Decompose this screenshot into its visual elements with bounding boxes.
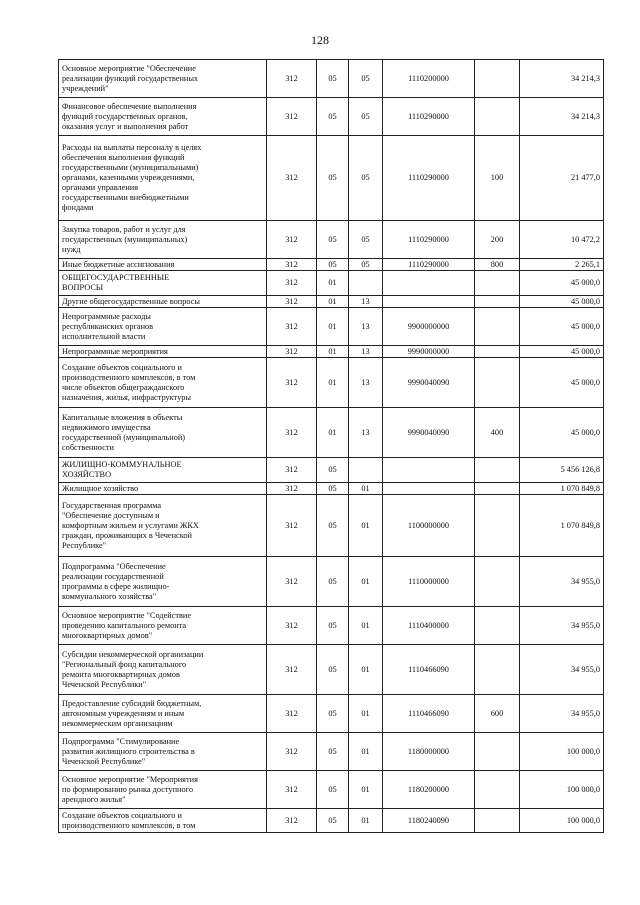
row-rz: 01 — [317, 346, 349, 358]
row-csr: 9900000000 — [383, 308, 475, 346]
row-rz: 01 — [317, 271, 349, 296]
row-rz: 05 — [317, 607, 349, 645]
row-amount: 34 214,3 — [520, 60, 604, 98]
row-name: Подпрограмма "Стимулирование развития жилищного строительства в Чеченской Республике" — [59, 733, 267, 771]
row-amount: 45 000,0 — [520, 308, 604, 346]
table-row — [59, 408, 604, 458]
row-rz: 05 — [317, 98, 349, 136]
row-amount: 45 000,0 — [520, 408, 604, 458]
row-name: Подпрограмма "Обеспечение реализации государственной программы в сфере жилищно- коммунального хозяйства" — [59, 557, 267, 607]
row-rz: 05 — [317, 809, 349, 833]
table-row — [59, 458, 604, 483]
row-vr — [475, 308, 520, 346]
row-amount: 34 955,0 — [520, 557, 604, 607]
table-row — [59, 733, 604, 771]
table-row — [59, 695, 604, 733]
row-csr: 1110290000 — [383, 136, 475, 221]
row-csr — [383, 483, 475, 495]
row-vr: 200 — [475, 221, 520, 259]
row-amount: 100 000,0 — [520, 733, 604, 771]
row-csr: 1180200000 — [383, 771, 475, 809]
row-pr: 13 — [349, 308, 383, 346]
row-vr: 800 — [475, 259, 520, 271]
row-amount: 45 000,0 — [520, 358, 604, 408]
row-vr — [475, 733, 520, 771]
row-amount: 34 955,0 — [520, 645, 604, 695]
table-row — [59, 645, 604, 695]
row-name: Предоставление субсидий бюджетным, автономным учреждениям и иным некоммерческим организациям — [59, 695, 267, 733]
row-ved: 312 — [267, 136, 317, 221]
row-pr: 05 — [349, 60, 383, 98]
row-name: Создание объектов социального и производственного комплексов, в том — [59, 809, 267, 833]
table-row — [59, 271, 604, 296]
table-row — [59, 346, 604, 358]
row-ved: 312 — [267, 607, 317, 645]
row-amount: 2 265,1 — [520, 259, 604, 271]
row-csr: 1110466090 — [383, 645, 475, 695]
budget-table — [58, 59, 604, 833]
row-csr: 1180240090 — [383, 809, 475, 833]
row-name: Основное мероприятие "Обеспечение реализации функций государственных учреждений" — [59, 60, 267, 98]
row-ved: 312 — [267, 271, 317, 296]
table-row — [59, 259, 604, 271]
row-name: ОБЩЕГОСУДАРСТВЕННЫЕ ВОПРОСЫ — [59, 271, 267, 296]
row-ved: 312 — [267, 809, 317, 833]
row-vr — [475, 557, 520, 607]
row-vr — [475, 271, 520, 296]
row-pr: 01 — [349, 809, 383, 833]
row-pr: 01 — [349, 495, 383, 557]
row-pr: 05 — [349, 259, 383, 271]
row-amount: 1 070 849,8 — [520, 483, 604, 495]
table-row — [59, 495, 604, 557]
row-pr: 01 — [349, 607, 383, 645]
table-row — [59, 557, 604, 607]
row-name: ЖИЛИЩНО-КОММУНАЛЬНОЕ ХОЗЯЙСТВО — [59, 458, 267, 483]
row-rz: 05 — [317, 221, 349, 259]
page-number: 128 — [311, 33, 329, 47]
row-rz: 05 — [317, 458, 349, 483]
row-ved: 312 — [267, 645, 317, 695]
row-rz: 05 — [317, 259, 349, 271]
row-ved: 312 — [267, 296, 317, 308]
row-rz: 05 — [317, 557, 349, 607]
row-vr: 100 — [475, 136, 520, 221]
table-row — [59, 136, 604, 221]
row-pr: 05 — [349, 136, 383, 221]
row-name: Финансовое обеспечение выполнения функций государственных органов, оказания услуг и выполнения работ — [59, 98, 267, 136]
row-vr — [475, 809, 520, 833]
row-ved: 312 — [267, 483, 317, 495]
row-pr — [349, 271, 383, 296]
row-pr: 05 — [349, 98, 383, 136]
row-ved: 312 — [267, 557, 317, 607]
row-name: Государственная программа "Обеспечение доступным и комфортным жильем и услугами ЖКХ граждан, проживающих в Чеченской Республике" — [59, 495, 267, 557]
row-csr: 1110290000 — [383, 98, 475, 136]
row-pr: 13 — [349, 296, 383, 308]
row-name: Иные бюджетные ассигнования — [59, 259, 267, 271]
table-row — [59, 607, 604, 645]
row-rz: 05 — [317, 771, 349, 809]
row-vr — [475, 296, 520, 308]
row-name: Создание объектов социального и производственного комплексов, в том числе объектов общегражданского назначения, жилья, инфраструктуры — [59, 358, 267, 408]
row-pr: 01 — [349, 733, 383, 771]
row-csr: 1100000000 — [383, 495, 475, 557]
row-amount: 10 472,2 — [520, 221, 604, 259]
row-name: Непрограммные мероприятия — [59, 346, 267, 358]
row-pr — [349, 458, 383, 483]
row-ved: 312 — [267, 458, 317, 483]
row-name: Основное мероприятие "Содействие проведению капитального ремонта многоквартирных домов" — [59, 607, 267, 645]
row-vr — [475, 607, 520, 645]
row-name: Закупка товаров, работ и услуг для государственных (муниципальных) нужд — [59, 221, 267, 259]
row-name: Основное мероприятие "Мероприятия по формированию рынка доступного арендного жилья" — [59, 771, 267, 809]
row-name: Субсидии некоммерческой организации "Региональный фонд капитального ремонта многоквартирных домов Чеченской Республики" — [59, 645, 267, 695]
table-row — [59, 98, 604, 136]
row-pr: 01 — [349, 695, 383, 733]
row-ved: 312 — [267, 259, 317, 271]
table-row — [59, 771, 604, 809]
row-name: Другие общегосударственные вопросы — [59, 296, 267, 308]
row-amount: 34 955,0 — [520, 695, 604, 733]
row-csr: 1110400000 — [383, 607, 475, 645]
row-amount: 21 477,0 — [520, 136, 604, 221]
row-csr: 1110200000 — [383, 60, 475, 98]
table-body — [59, 60, 604, 833]
row-amount: 1 070 849,8 — [520, 495, 604, 557]
row-rz: 01 — [317, 296, 349, 308]
row-ved: 312 — [267, 733, 317, 771]
row-rz: 05 — [317, 733, 349, 771]
row-vr — [475, 98, 520, 136]
row-amount: 100 000,0 — [520, 809, 604, 833]
row-ved: 312 — [267, 308, 317, 346]
row-ved: 312 — [267, 346, 317, 358]
table-row — [59, 358, 604, 408]
table-row — [59, 483, 604, 495]
row-amount: 34 955,0 — [520, 607, 604, 645]
row-name: Расходы на выплаты персоналу в целях обеспечения выполнения функций государственными (муниципальными) органами, казенными учреждениями, органами управления государственными внебюджетными фондами — [59, 136, 267, 221]
row-vr — [475, 483, 520, 495]
row-csr: 1180000000 — [383, 733, 475, 771]
row-ved: 312 — [267, 98, 317, 136]
row-vr: 600 — [475, 695, 520, 733]
row-vr — [475, 645, 520, 695]
row-vr — [475, 771, 520, 809]
row-name: Жилищное хозяйство — [59, 483, 267, 495]
row-amount: 34 214,3 — [520, 98, 604, 136]
row-csr: 1110290000 — [383, 259, 475, 271]
row-pr: 01 — [349, 557, 383, 607]
row-rz: 01 — [317, 408, 349, 458]
row-ved: 312 — [267, 771, 317, 809]
row-vr — [475, 458, 520, 483]
row-csr: 1110290000 — [383, 221, 475, 259]
table-row — [59, 60, 604, 98]
row-pr: 05 — [349, 221, 383, 259]
row-rz: 05 — [317, 483, 349, 495]
row-amount: 45 000,0 — [520, 296, 604, 308]
row-vr — [475, 60, 520, 98]
row-csr — [383, 271, 475, 296]
row-name: Капитальные вложения в объекты недвижимого имущества государственной (муниципальной) собственности — [59, 408, 267, 458]
row-amount: 100 000,0 — [520, 771, 604, 809]
row-csr — [383, 458, 475, 483]
row-csr: 1110000000 — [383, 557, 475, 607]
row-vr — [475, 495, 520, 557]
row-rz: 01 — [317, 308, 349, 346]
row-amount: 45 000,0 — [520, 346, 604, 358]
row-rz: 01 — [317, 358, 349, 408]
row-ved: 312 — [267, 495, 317, 557]
row-vr — [475, 358, 520, 408]
row-ved: 312 — [267, 408, 317, 458]
row-rz: 05 — [317, 695, 349, 733]
row-pr: 01 — [349, 483, 383, 495]
row-pr: 01 — [349, 645, 383, 695]
row-rz: 05 — [317, 645, 349, 695]
row-pr: 01 — [349, 771, 383, 809]
row-csr: 9990040090 — [383, 408, 475, 458]
row-pr: 13 — [349, 408, 383, 458]
table-row — [59, 221, 604, 259]
row-name: Непрограммные расходы республиканских органов исполнительной власти — [59, 308, 267, 346]
table-row — [59, 296, 604, 308]
row-csr: 9990000000 — [383, 346, 475, 358]
row-amount: 45 000,0 — [520, 271, 604, 296]
table-row — [59, 308, 604, 346]
row-csr — [383, 296, 475, 308]
row-rz: 05 — [317, 136, 349, 221]
row-ved: 312 — [267, 358, 317, 408]
row-vr: 400 — [475, 408, 520, 458]
row-ved: 312 — [267, 695, 317, 733]
row-vr — [475, 346, 520, 358]
row-amount: 5 456 126,8 — [520, 458, 604, 483]
row-ved: 312 — [267, 221, 317, 259]
row-pr: 13 — [349, 358, 383, 408]
row-csr: 9990040090 — [383, 358, 475, 408]
row-pr: 13 — [349, 346, 383, 358]
row-ved: 312 — [267, 60, 317, 98]
table-row — [59, 809, 604, 833]
row-rz: 05 — [317, 60, 349, 98]
row-csr: 1110466090 — [383, 695, 475, 733]
row-rz: 05 — [317, 495, 349, 557]
